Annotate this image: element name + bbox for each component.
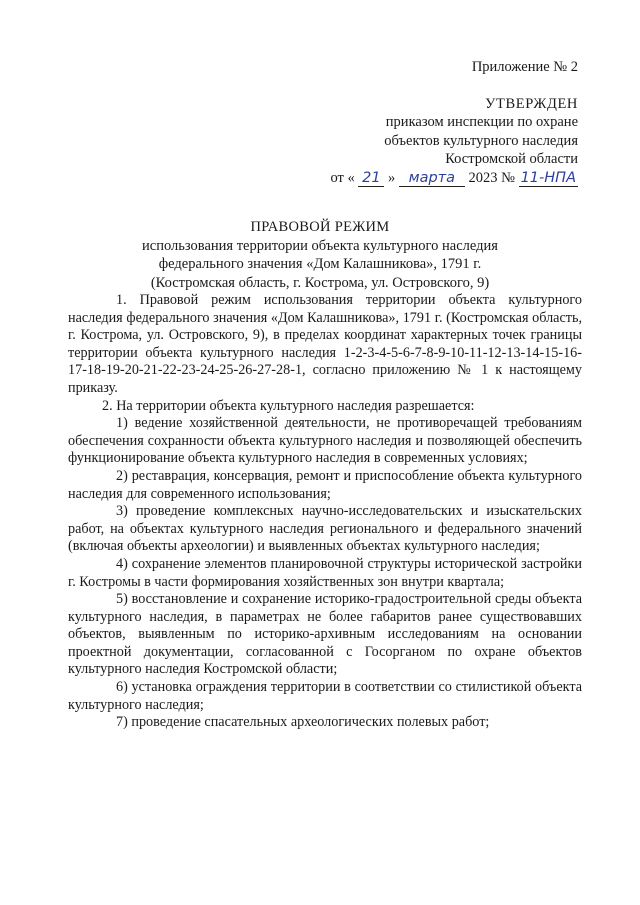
- title-line-1: использования территории объекта культурного наследия: [142, 237, 498, 254]
- order-dateline: [330, 169, 578, 188]
- document-title-block: [62, 218, 578, 292]
- list-item: 1) ведение хозяйственной деятельности, не противоречащей требованиям обеспечения сохранности объекта культурного наследия и позволяющей обеспечить функционирование объекта культурного наследия в современных условиях;: [68, 415, 582, 467]
- date-mid: »: [387, 169, 396, 186]
- approval-line-3: Костромской области: [445, 151, 578, 167]
- approved-label: УТВЕРЖДЕН: [485, 95, 578, 112]
- document-body: [68, 292, 582, 732]
- list-item: 2) реставрация, консервация, ремонт и приспособление объекта культурного наследия для современного использования;: [68, 467, 582, 502]
- date-day-handwritten: 21: [358, 171, 384, 187]
- approval-line-1: приказом инспекции по охране: [385, 114, 578, 130]
- approval-line-2: объектов культурного наследия: [384, 132, 578, 149]
- annex-label: Приложение № 2: [471, 59, 578, 75]
- paragraph-1: 1. Правовой режим использования территории объекта культурного наследия федерального значения «Дом Калашникова», 1791 г. (Костромская область, г. Кострома, ул. Островского, 9), в пределах координат характерных точек границы территории объекта культурного наследия 1-2-3-4-5-6-7-8-9-10-11-12-13-14-15-16-17-18-19-20-21-22-23-24-25-26-27-28-1, согласно приложению № 1 к настоящему приказу.: [68, 292, 582, 396]
- document-title: ПРАВОВОЙ РЕЖИМ: [250, 219, 390, 235]
- list-item: 7) проведение спасательных археологических полевых работ;: [116, 714, 490, 731]
- approval-header: [330, 58, 578, 187]
- list-item: 4) сохранение элементов планировочной структуры исторической застройки г. Костромы в части формирования хозяйственных зон внутри квартала;: [68, 555, 582, 590]
- paragraph-2: 2. На территории объекта культурного наследия разрешается:: [102, 397, 475, 414]
- order-number-handwritten: 11-НПА: [520, 169, 576, 186]
- title-line-3: (Костромская область, г. Кострома, ул. Островского, 9): [150, 274, 490, 291]
- title-line-2: федерального значения «Дом Калашникова», 1791 г.: [158, 256, 482, 272]
- list-item: 6) установка ограждения территории в соответствии со стилистикой объекта культурного наследия;: [68, 679, 582, 713]
- date-prefix: от «: [330, 169, 355, 186]
- date-month-handwritten: марта: [399, 171, 465, 187]
- date-year: 2023 №: [468, 169, 515, 186]
- list-item: 3) проведение комплексных научно-исследовательских и изыскательских работ, на объектах культурного наследия регионального и федерального значений (включая объекты археологии) и выявленных объектах культурного наследия;: [68, 503, 582, 555]
- list-item: 5) восстановление и сохранение историко-градостроительной среды объекта культурного наследия, в параметрах не более габаритов ранее существовавших объектов, выявленным по историко-архивным исследованиям на основании проектной документации, согласованной с Госорганом по охране объектов культурного наследия Костромской области;: [68, 591, 582, 678]
